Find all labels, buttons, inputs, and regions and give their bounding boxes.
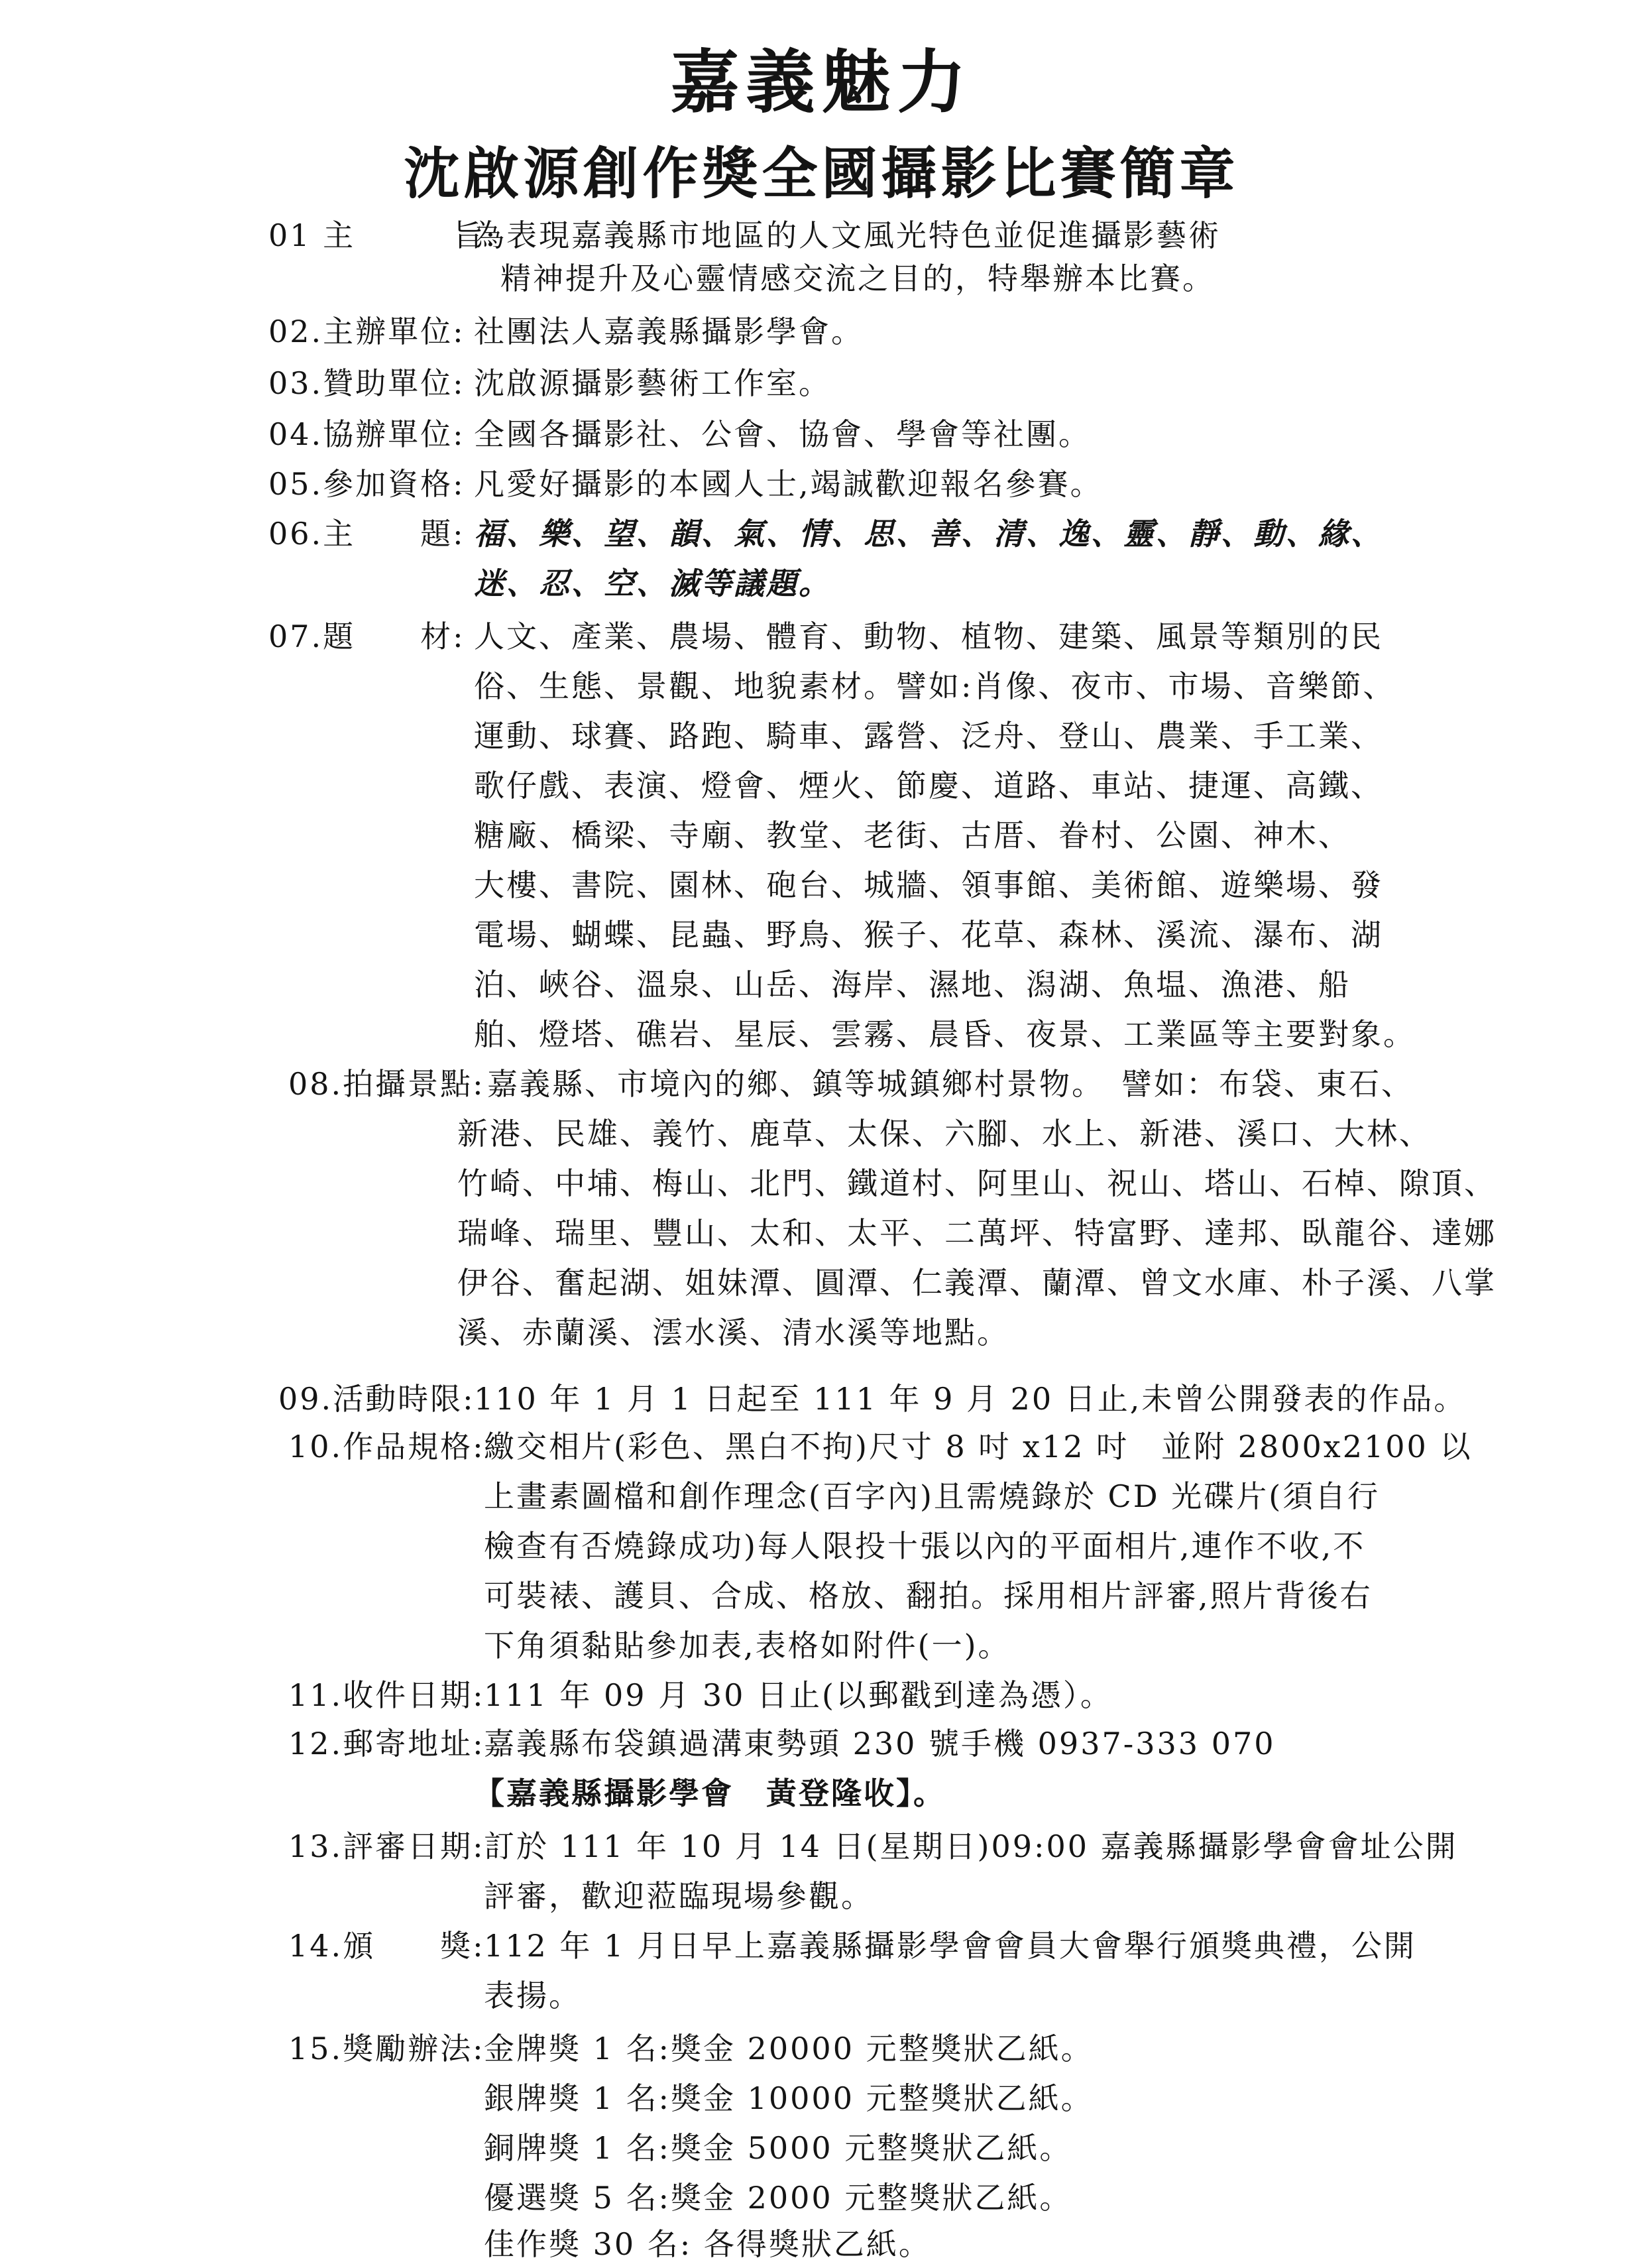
section-09-text: 110 年 1 月 1 日起至 111 年 9 月 20 日止,未曾公開發表的作品。 — [474, 1381, 1467, 1417]
section-01-line: 為表現嘉義縣市地區的人文風光特色並促進攝影藝術 — [474, 217, 1221, 253]
section-10-line: 檢查有否燒錄成功)每人限投十張以內的平面相片,連作不收,不 — [484, 1528, 1366, 1564]
section-10-line: 下角須黏貼參加表,表格如附件(一)。 — [484, 1628, 1011, 1663]
section-05-label: 05.參加資格: — [268, 466, 465, 502]
section-01-label: 01 主 旨: — [268, 217, 498, 253]
section-14-label: 14.頒 獎: — [288, 1928, 485, 1964]
section-08-line: 竹崎、中埔、梅山、北門、鐵道村、阿里山、祝山、塔山、石棹、隙頂、 — [457, 1165, 1497, 1201]
section-07-line: 歌仔戲、表演、燈會、煙火、節慶、道路、車站、捷運、高鐵、 — [474, 768, 1383, 804]
section-03-text: 沈啟源攝影藝術工作室。 — [474, 365, 831, 401]
section-03-label: 03.贊助單位: — [268, 365, 465, 401]
section-15-line: 佳作獎 30 名: 各得獎狀乙紙。 — [484, 2226, 931, 2262]
section-15-line: 金牌獎 1 名:獎金 20000 元整獎狀乙紙。 — [484, 2031, 1094, 2066]
section-05-text: 凡愛好攝影的本國人士,竭誠歡迎報名參賽。 — [474, 466, 1103, 502]
section-10-line: 可裝裱、護貝、合成、格放、翻拍。採用相片評審,照片背後右 — [484, 1578, 1373, 1614]
section-06-line: 福、樂、望、韻、氣、情、思、善、清、逸、靈、靜、動、緣、 — [474, 516, 1383, 552]
section-02-label: 02.主辦單位: — [268, 314, 465, 349]
section-15-line: 銅牌獎 1 名:獎金 5000 元整獎狀乙紙。 — [484, 2130, 1072, 2166]
section-07-line: 糖廠、橋梁、寺廟、教堂、老街、古厝、眷村、公園、神木、 — [474, 817, 1351, 853]
section-12-label: 12.郵寄地址: — [288, 1726, 485, 1761]
section-11-label: 11.收件日期: — [288, 1677, 485, 1713]
section-01-line: 精神提升及心靈情感交流之目的，特舉辦本比賽。 — [500, 261, 1215, 296]
section-14-line: 112 年 1 月日早上嘉義縣攝影學會會員大會舉行頒獎典禮，公開 — [484, 1928, 1416, 1964]
page-title: 嘉義魅力 — [670, 41, 973, 123]
section-15-line: 銀牌獎 1 名:獎金 10000 元整獎狀乙紙。 — [484, 2080, 1094, 2116]
section-07-line: 電場、蝴蝶、昆蟲、野鳥、猴子、花草、森林、溪流、瀑布、湖 — [474, 917, 1383, 953]
section-06-label: 06.主 題: — [268, 516, 465, 552]
section-13-line: 訂於 111 年 10 月 14 日(星期日)09:00 嘉義縣攝影學會會址公開 — [484, 1828, 1458, 1864]
section-15-line: 優選獎 5 名:獎金 2000 元整獎狀乙紙。 — [484, 2180, 1072, 2216]
section-12-line: 【嘉義縣攝影學會 黃登隆收】。 — [474, 1775, 946, 1811]
section-09-label: 09.活動時限: — [278, 1381, 475, 1417]
section-11-text: 111 年 09 月 30 日止(以郵戳到達為憑）。 — [484, 1677, 1113, 1713]
section-07-line: 人文、產業、農場、體育、動物、植物、建築、風景等類別的民 — [474, 619, 1383, 654]
section-07-line: 泊、峽谷、溫泉、山岳、海岸、濕地、潟湖、魚塭、漁港、船 — [474, 967, 1351, 1002]
section-08-line: 新港、民雄、義竹、鹿草、太保、六腳、水上、新港、溪口、大林、 — [457, 1116, 1432, 1152]
section-14-line: 表揚。 — [484, 1978, 581, 2013]
section-08-label: 08.拍攝景點: — [288, 1066, 485, 1102]
section-13-label: 13.評審日期: — [288, 1828, 485, 1864]
page-subtitle: 沈啟源創作獎全國攝影比賽簡章 — [404, 141, 1239, 206]
section-07-line: 大樓、書院、園林、砲台、城牆、領事館、美術館、遊樂場、發 — [474, 867, 1383, 903]
section-08-line: 瑞峰、瑞里、豐山、太和、太平、二萬坪、特富野、達邦、臥龍谷、達娜 — [457, 1215, 1497, 1251]
section-08-line: 伊谷、奮起湖、姐妹潭、圓潭、仁義潭、蘭潭、曾文水庫、朴子溪、八掌 — [457, 1265, 1497, 1301]
section-10-line: 繳交相片(彩色、黑白不拘)尺寸 8 吋 x12 吋 並附 2800x2100 以 — [484, 1429, 1473, 1464]
section-10-label: 10.作品規格: — [288, 1429, 485, 1464]
section-04-label: 04.協辦單位: — [268, 416, 465, 452]
section-15-label: 15.獎勵辦法: — [288, 2031, 485, 2066]
section-08-line: 溪、赤蘭溪、澐水溪、清水溪等地點。 — [457, 1315, 1009, 1350]
section-10-line: 上畫素圖檔和創作理念(百字內)且需燒錄於 CD 光碟片(須自行 — [484, 1478, 1381, 1514]
section-07-line: 運動、球賽、路跑、騎車、露營、泛舟、登山、農業、手工業、 — [474, 718, 1383, 754]
section-07-line: 俗、生態、景觀、地貌素材。譬如:肖像、夜市、市場、音樂節、 — [474, 668, 1396, 704]
section-02-text: 社團法人嘉義縣攝影學會。 — [474, 314, 864, 349]
section-06-line: 迷、忍、空、滅等議題。 — [474, 566, 831, 601]
section-13-line: 評審，歡迎蒞臨現場參觀。 — [484, 1878, 874, 1914]
section-07-label: 07.題 材: — [268, 619, 465, 654]
section-07-line: 舶、燈塔、礁岩、星辰、雲霧、晨昏、夜景、工業區等主要對象。 — [474, 1016, 1416, 1052]
section-04-text: 全國各攝影社、公會、協會、學會等社團。 — [474, 416, 1091, 452]
section-12-line: 嘉義縣布袋鎮過溝東勢頭 230 號手機 0937-333 070 — [484, 1726, 1276, 1761]
section-08-line: 嘉義縣、市境內的鄉、鎮等城鎮鄉村景物。 譬如：布袋、東石、 — [487, 1066, 1414, 1102]
